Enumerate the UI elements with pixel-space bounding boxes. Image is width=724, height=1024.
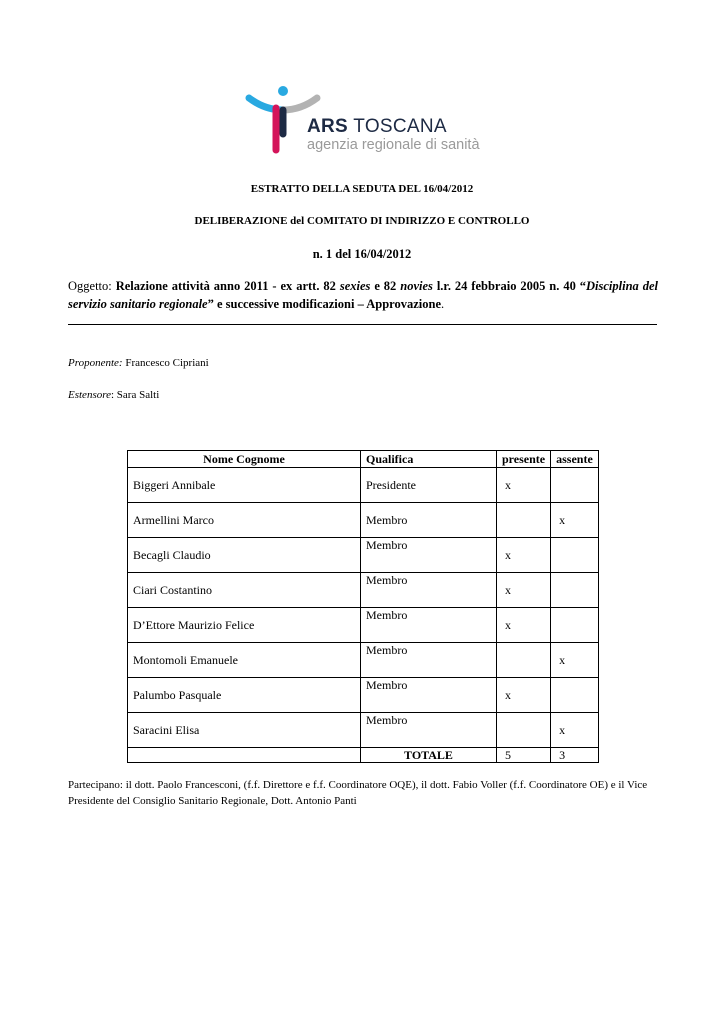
totale-assenti: 3 (551, 748, 599, 763)
deliberazione-number: n. 1 del 16/04/2012 (312, 247, 412, 261)
oggetto-paragraph: Oggetto: Relazione attività anno 2011 - ex artt. 82 sexies e 82 novies l.r. 24 febbraio 2005 n. 40 “Disciplina del servizio sanitario regionale” e successive modificazioni – Approvazione. (68, 279, 659, 311)
table-row (128, 608, 599, 643)
cell-nome: Saracini Elisa (128, 713, 361, 748)
header-qualifica: Qualifica (361, 451, 497, 468)
table-row (128, 643, 599, 678)
cell-assente (551, 608, 599, 643)
table-row (128, 678, 599, 713)
cell-assente: x (551, 713, 599, 748)
totale-label: TOTALE (361, 748, 497, 763)
totale-presenti: 5 (497, 748, 551, 763)
attendance-table (127, 450, 599, 763)
table-row (128, 538, 599, 573)
table-header-row (128, 451, 599, 468)
estensore-line: Estensore: Sara Salti (68, 389, 160, 401)
deliberazione-heading: DELIBERAZIONE del COMITATO DI INDIRIZZO E CONTROLLO (194, 215, 530, 227)
totale-row (128, 748, 599, 763)
cell-presente (497, 643, 551, 678)
cell-assente (551, 678, 599, 713)
cell-qualifica: Membro (361, 573, 497, 608)
cell-nome: Montomoli Emanuele (128, 643, 361, 678)
partecipano-note: Partecipano: il dott. Paolo Francesconi, (f.f. Direttore e f.f. Coordinatore OQE), il dott. Fabio Voller (f.f. Coordinatore OE) e il Vice Presidente del Consiglio Sanitario Regionale, Dott. Antonio Panti (68, 779, 648, 807)
cell-qualifica: Membro (361, 503, 497, 538)
cell-qualifica: Membro (361, 643, 497, 678)
ars-toscana-logo (243, 84, 483, 156)
table-row (128, 713, 599, 748)
table-row (128, 468, 599, 503)
cell-assente (551, 538, 599, 573)
cell-nome: Ciari Costantino (128, 573, 361, 608)
cell-qualifica: Membro (361, 538, 497, 573)
logo-tagline: agenzia regionale di sanità (307, 137, 480, 153)
cell-presente: x (497, 573, 551, 608)
logo-brand: ARS TOSCANA (307, 116, 447, 137)
totale-empty-cell (128, 748, 361, 763)
header-presente: presente (497, 451, 551, 468)
cell-qualifica: Presidente (361, 468, 497, 503)
cell-presente: x (497, 538, 551, 573)
cell-presente: x (497, 468, 551, 503)
cell-presente (497, 503, 551, 538)
cell-qualifica: Membro (361, 608, 497, 643)
cell-presente: x (497, 608, 551, 643)
cell-nome: Becagli Claudio (128, 538, 361, 573)
header-nome-cognome: Nome Cognome (128, 451, 361, 468)
table-row (128, 503, 599, 538)
cell-assente (551, 573, 599, 608)
proponente-line: Proponente: Francesco Cipriani (68, 357, 209, 369)
cell-qualifica: Membro (361, 678, 497, 713)
cell-presente: x (497, 678, 551, 713)
cell-nome: Biggeri Annibale (128, 468, 361, 503)
horizontal-divider (68, 324, 657, 325)
table-row (128, 573, 599, 608)
cell-nome: Palumbo Pasquale (128, 678, 361, 713)
cell-assente: x (551, 643, 599, 678)
seduta-heading: ESTRATTO DELLA SEDUTA DEL 16/04/2012 (250, 183, 474, 195)
cell-presente (497, 713, 551, 748)
cell-qualifica: Membro (361, 713, 497, 748)
header-assente: assente (551, 451, 599, 468)
cell-assente: x (551, 503, 599, 538)
cell-assente (551, 468, 599, 503)
cell-nome: D’Ettore Maurizio Felice (128, 608, 361, 643)
cell-nome: Armellini Marco (128, 503, 361, 538)
